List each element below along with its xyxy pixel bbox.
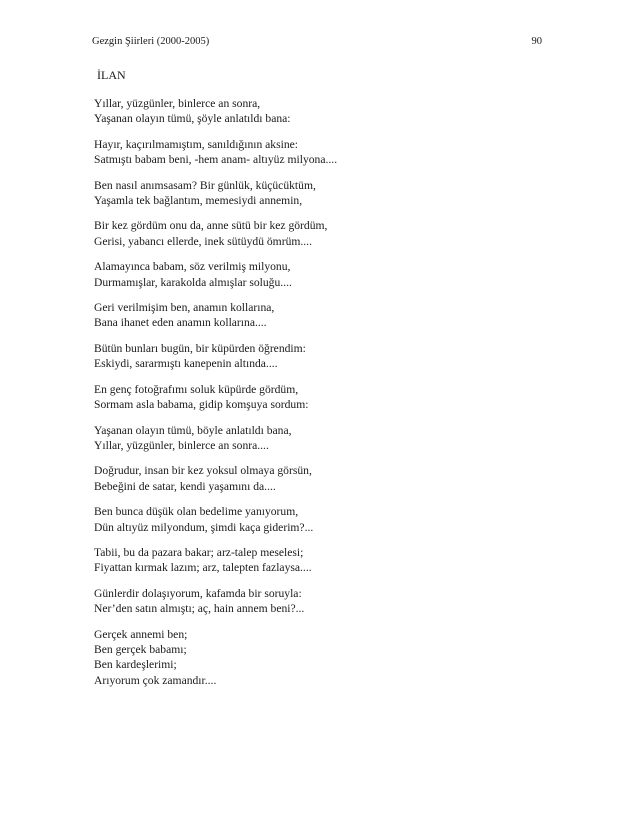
- poem-line: Doğrudur, insan bir kez yoksul olmaya görsün,: [94, 464, 312, 478]
- poem-line: Gerçek annemi ben;: [94, 627, 188, 641]
- stanza: [94, 463, 544, 494]
- poem-line: Yıllar, yüzgünler, binlerce an sonra,: [94, 97, 261, 110]
- poem-line: Satmıştı babam beni, -hem anam- altıyüz milyona....: [94, 153, 338, 167]
- stanza: [94, 300, 544, 331]
- stanza: [94, 504, 544, 535]
- poem-line: Bana ihanet eden anamın kollarına....: [94, 316, 267, 330]
- stanza: [94, 137, 544, 168]
- stanza: [94, 382, 544, 413]
- poem-line: Yaşamla tek bağlantım, memesiydi annemin,: [94, 194, 303, 208]
- stanza: [94, 545, 544, 576]
- stanza: [94, 96, 544, 127]
- poem-line: Hayır, kaçırılmamıştım, sanıldığının aksine:: [94, 137, 298, 151]
- page-number: 90: [531, 36, 542, 47]
- poem-line: Arıyorum çok zamandır....: [94, 673, 217, 687]
- poem-line: Fiyattan kırmak lazım; arz, talepten fazlaysa....: [94, 561, 312, 575]
- stanza: [94, 341, 544, 372]
- stanza: [94, 423, 544, 454]
- poem-title: İLAN: [97, 68, 126, 82]
- poem-line: Sormam asla babama, gidip komşuya sordum:: [94, 398, 309, 412]
- poem-line: Geri verilmişim ben, anamın kollarına,: [94, 301, 275, 315]
- poem-line: Bebeğini de satar, kendi yaşamını da....: [94, 479, 276, 493]
- poem-line: Tabii, bu da pazara bakar; arz-talep meselesi;: [94, 545, 304, 559]
- poem-line: Yaşanan olayın tümü, böyle anlatıldı bana,: [94, 423, 292, 437]
- poem-line: En genç fotoğrafımı soluk küpürde gördüm,: [94, 382, 299, 396]
- poem-line: Yaşanan olayın tümü, şöyle anlatıldı bana:: [94, 112, 291, 126]
- poem-line: Bir kez gördüm onu da, anne sütü bir kez gördüm,: [94, 219, 328, 233]
- poem-line: Alamayınca babam, söz verilmiş milyonu,: [94, 260, 291, 274]
- poem-body: [94, 96, 544, 688]
- book-title: Gezgin Şiirleri (2000-2005): [92, 36, 210, 47]
- poem: [94, 66, 544, 698]
- poem-line: Ben kardeşlerimi;: [94, 658, 177, 672]
- stanza: [94, 627, 544, 689]
- poem-line: Bütün bunları bugün, bir küpürden öğrendim:: [94, 341, 306, 355]
- stanza: [94, 259, 544, 290]
- poem-line: Ben nasıl anımsasam? Bir günlük, küçücüktüm,: [94, 178, 316, 192]
- poem-line: Gerisi, yabancı ellerde, inek sütüydü ömrüm....: [94, 234, 312, 248]
- page-header: [92, 34, 542, 50]
- poem-line: Günlerdir dolaşıyorum, kafamda bir soruyla:: [94, 586, 302, 600]
- poem-line: Ner’den satın almıştı; aç, hain annem beni?...: [94, 602, 305, 616]
- stanza: [94, 218, 544, 249]
- poem-line: Durmamışlar, karakolda almışlar soluğu....: [94, 275, 292, 289]
- poem-line: Eskiydi, sararmıştı kanepenin altında....: [94, 357, 278, 371]
- poem-line: Ben gerçek babamı;: [94, 642, 187, 656]
- stanza: [94, 178, 544, 209]
- poem-line: Ben bunca düşük olan bedelime yanıyorum,: [94, 505, 299, 519]
- stanza: [94, 586, 544, 617]
- poem-line: Dün altıyüz milyondum, şimdi kaça giderim?...: [94, 520, 314, 534]
- poem-line: Yıllar, yüzgünler, binlerce an sonra....: [94, 438, 269, 452]
